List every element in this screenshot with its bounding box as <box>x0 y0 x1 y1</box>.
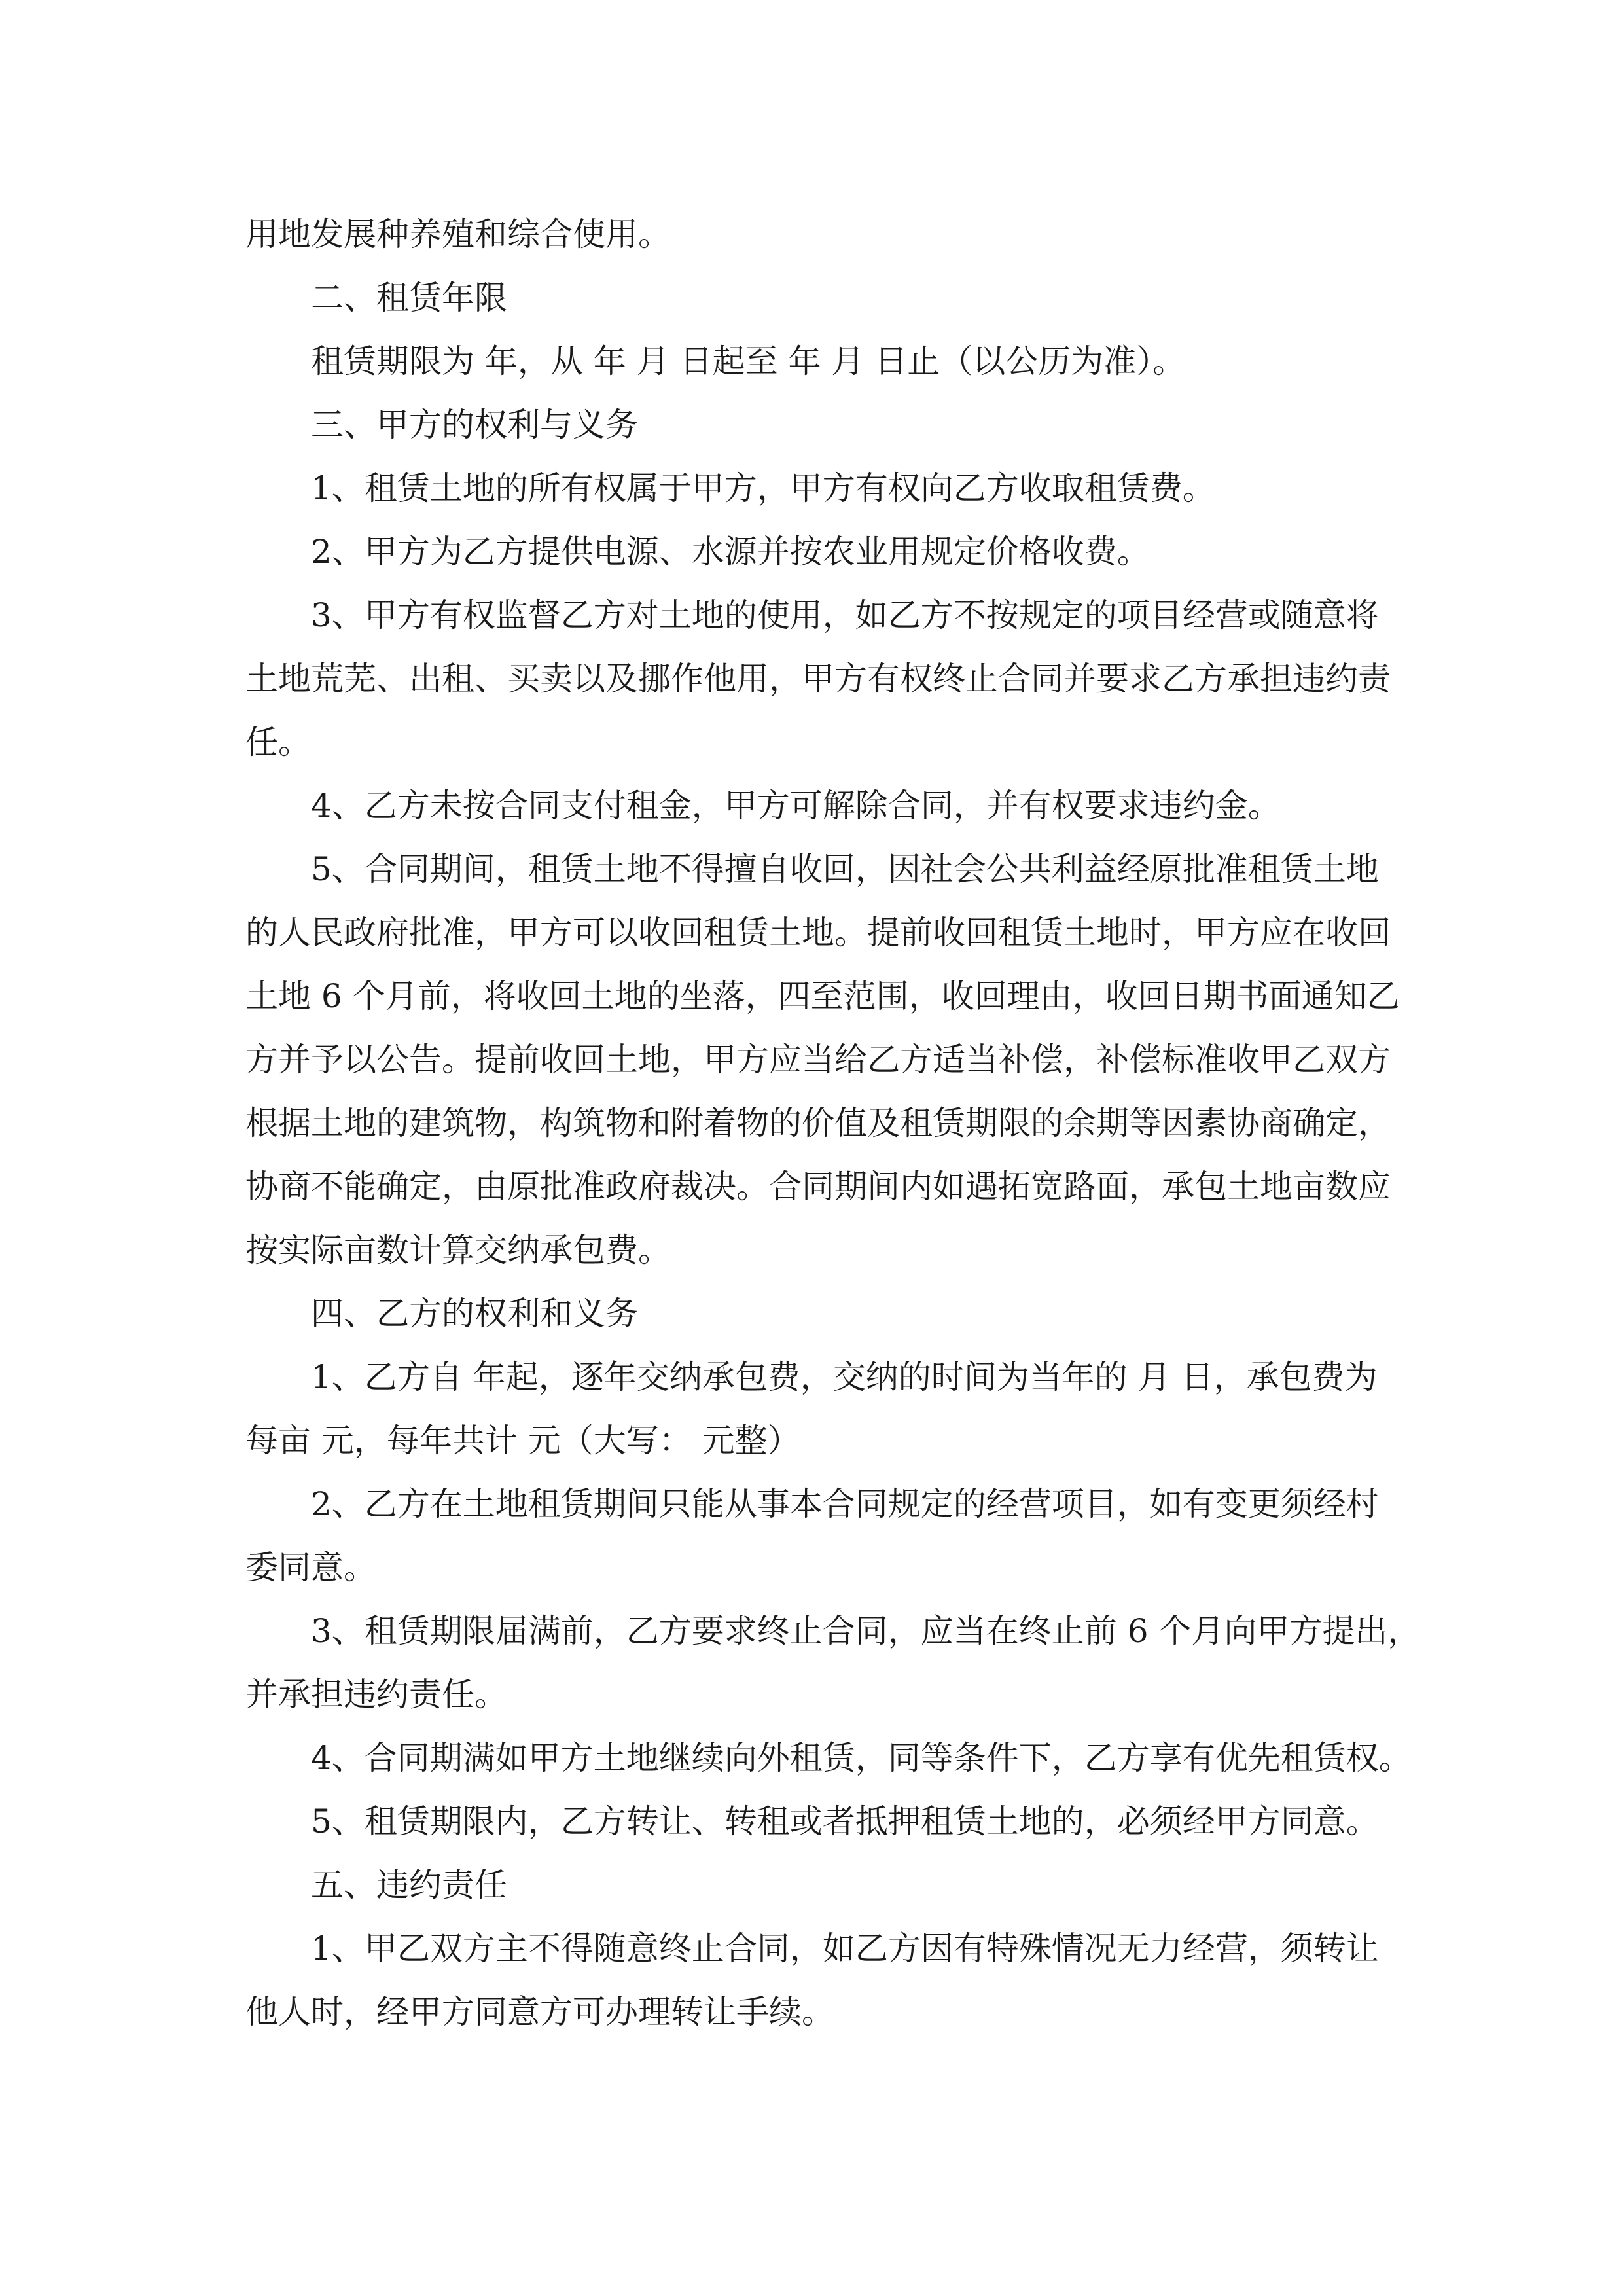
text-line: 1、乙方自 年起，逐年交纳承包费，交纳的时间为当年的 月 日，承包费为 <box>311 1358 1378 1396</box>
text-line: 2、乙方在土地租赁期间只能从事本合同规定的经营项目，如有变更须经村 <box>311 1485 1379 1523</box>
paragraph <box>245 774 1397 838</box>
text-line: 四、乙方的权利和义务 <box>311 1295 638 1333</box>
text-line: 5、租赁期限内，乙方转让、转租或者抵押租赁土地的，必须经甲方同意。 <box>311 1803 1379 1840</box>
text-line: 土地荒芜、出租、买卖以及挪作他用，甲方有权终止合同并要求乙方承担违约责 <box>245 660 1391 698</box>
text-line: 每亩 元，每年共计 元（大写： 元整） <box>245 1422 800 1460</box>
text-line: 的人民政府批准，甲方可以收回租赁土地。提前收回租赁土地时，甲方应在收回 <box>245 914 1391 952</box>
paragraph <box>245 266 1397 330</box>
paragraph <box>245 393 1397 457</box>
paragraph <box>245 1727 1412 1790</box>
paragraph <box>245 457 1397 520</box>
paragraph <box>245 584 1397 774</box>
text-line: 土地 6 个月前，将收回土地的坐落，四至范围，收回理由，收回日期书面通知乙 <box>245 977 1400 1015</box>
text-line: 3、租赁期限届满前，乙方要求终止合同，应当在终止前 6 个月向甲方提出， <box>311 1612 1421 1650</box>
paragraph <box>245 203 1397 266</box>
paragraph <box>245 1473 1397 1600</box>
text-line: 1、甲乙双方主不得随意终止合同，如乙方因有特殊情况无力经营，须转让 <box>311 1929 1379 1967</box>
text-line: 用地发展种养殖和综合使用。 <box>245 215 671 253</box>
text-line: 5、合同期间，租赁土地不得擅自收回，因社会公共利益经原批准租赁土地 <box>311 850 1379 888</box>
paragraph <box>245 1282 1397 1346</box>
text-line: 委同意。 <box>245 1549 376 1587</box>
text-line: 4、合同期满如甲方土地继续向外租赁，同等条件下，乙方享有优先租赁权。 <box>311 1739 1412 1777</box>
paragraph <box>245 1600 1421 1727</box>
text-line: 五、违约责任 <box>311 1866 507 1904</box>
paragraph <box>245 1917 1397 2044</box>
text-line: 根据土地的建筑物，构筑物和附着物的价值及租赁期限的余期等因素协商确定， <box>245 1104 1391 1142</box>
paragraph <box>245 1790 1397 1854</box>
text-line: 3、甲方有权监督乙方对土地的使用，如乙方不按规定的项目经营或随意将 <box>311 596 1379 634</box>
text-line: 二、租赁年限 <box>311 279 507 317</box>
paragraph <box>245 1346 1397 1473</box>
text-line: 他人时，经甲方同意方可办理转让手续。 <box>245 1993 834 2031</box>
paragraph <box>245 838 1400 1282</box>
text-line: 租赁期限为 年，从 年 月 日起至 年 月 日止（以公历为准）。 <box>311 342 1186 380</box>
document-body <box>245 203 1421 2044</box>
text-line: 协商不能确定，由原批准政府裁决。合同期间内如遇拓宽路面，承包土地亩数应 <box>245 1168 1391 1206</box>
text-line: 4、乙方未按合同支付租金，甲方可解除合同，并有权要求违约金。 <box>311 787 1281 825</box>
paragraph <box>245 1854 1397 1917</box>
text-line: 三、甲方的权利与义务 <box>311 406 638 444</box>
text-line: 2、甲方为乙方提供电源、水源并按农业用规定价格收费。 <box>311 533 1150 571</box>
paragraph <box>245 330 1397 393</box>
text-line: 任。 <box>245 723 311 761</box>
paragraph <box>245 520 1397 584</box>
text-line: 方并予以公告。提前收回土地，甲方应当给乙方适当补偿，补偿标准收甲乙双方 <box>245 1041 1391 1079</box>
text-line: 1、租赁土地的所有权属于甲方，甲方有权向乙方收取租赁费。 <box>311 469 1215 507</box>
text-line: 按实际亩数计算交纳承包费。 <box>245 1231 671 1269</box>
text-line: 并承担违约责任。 <box>245 1676 507 1713</box>
